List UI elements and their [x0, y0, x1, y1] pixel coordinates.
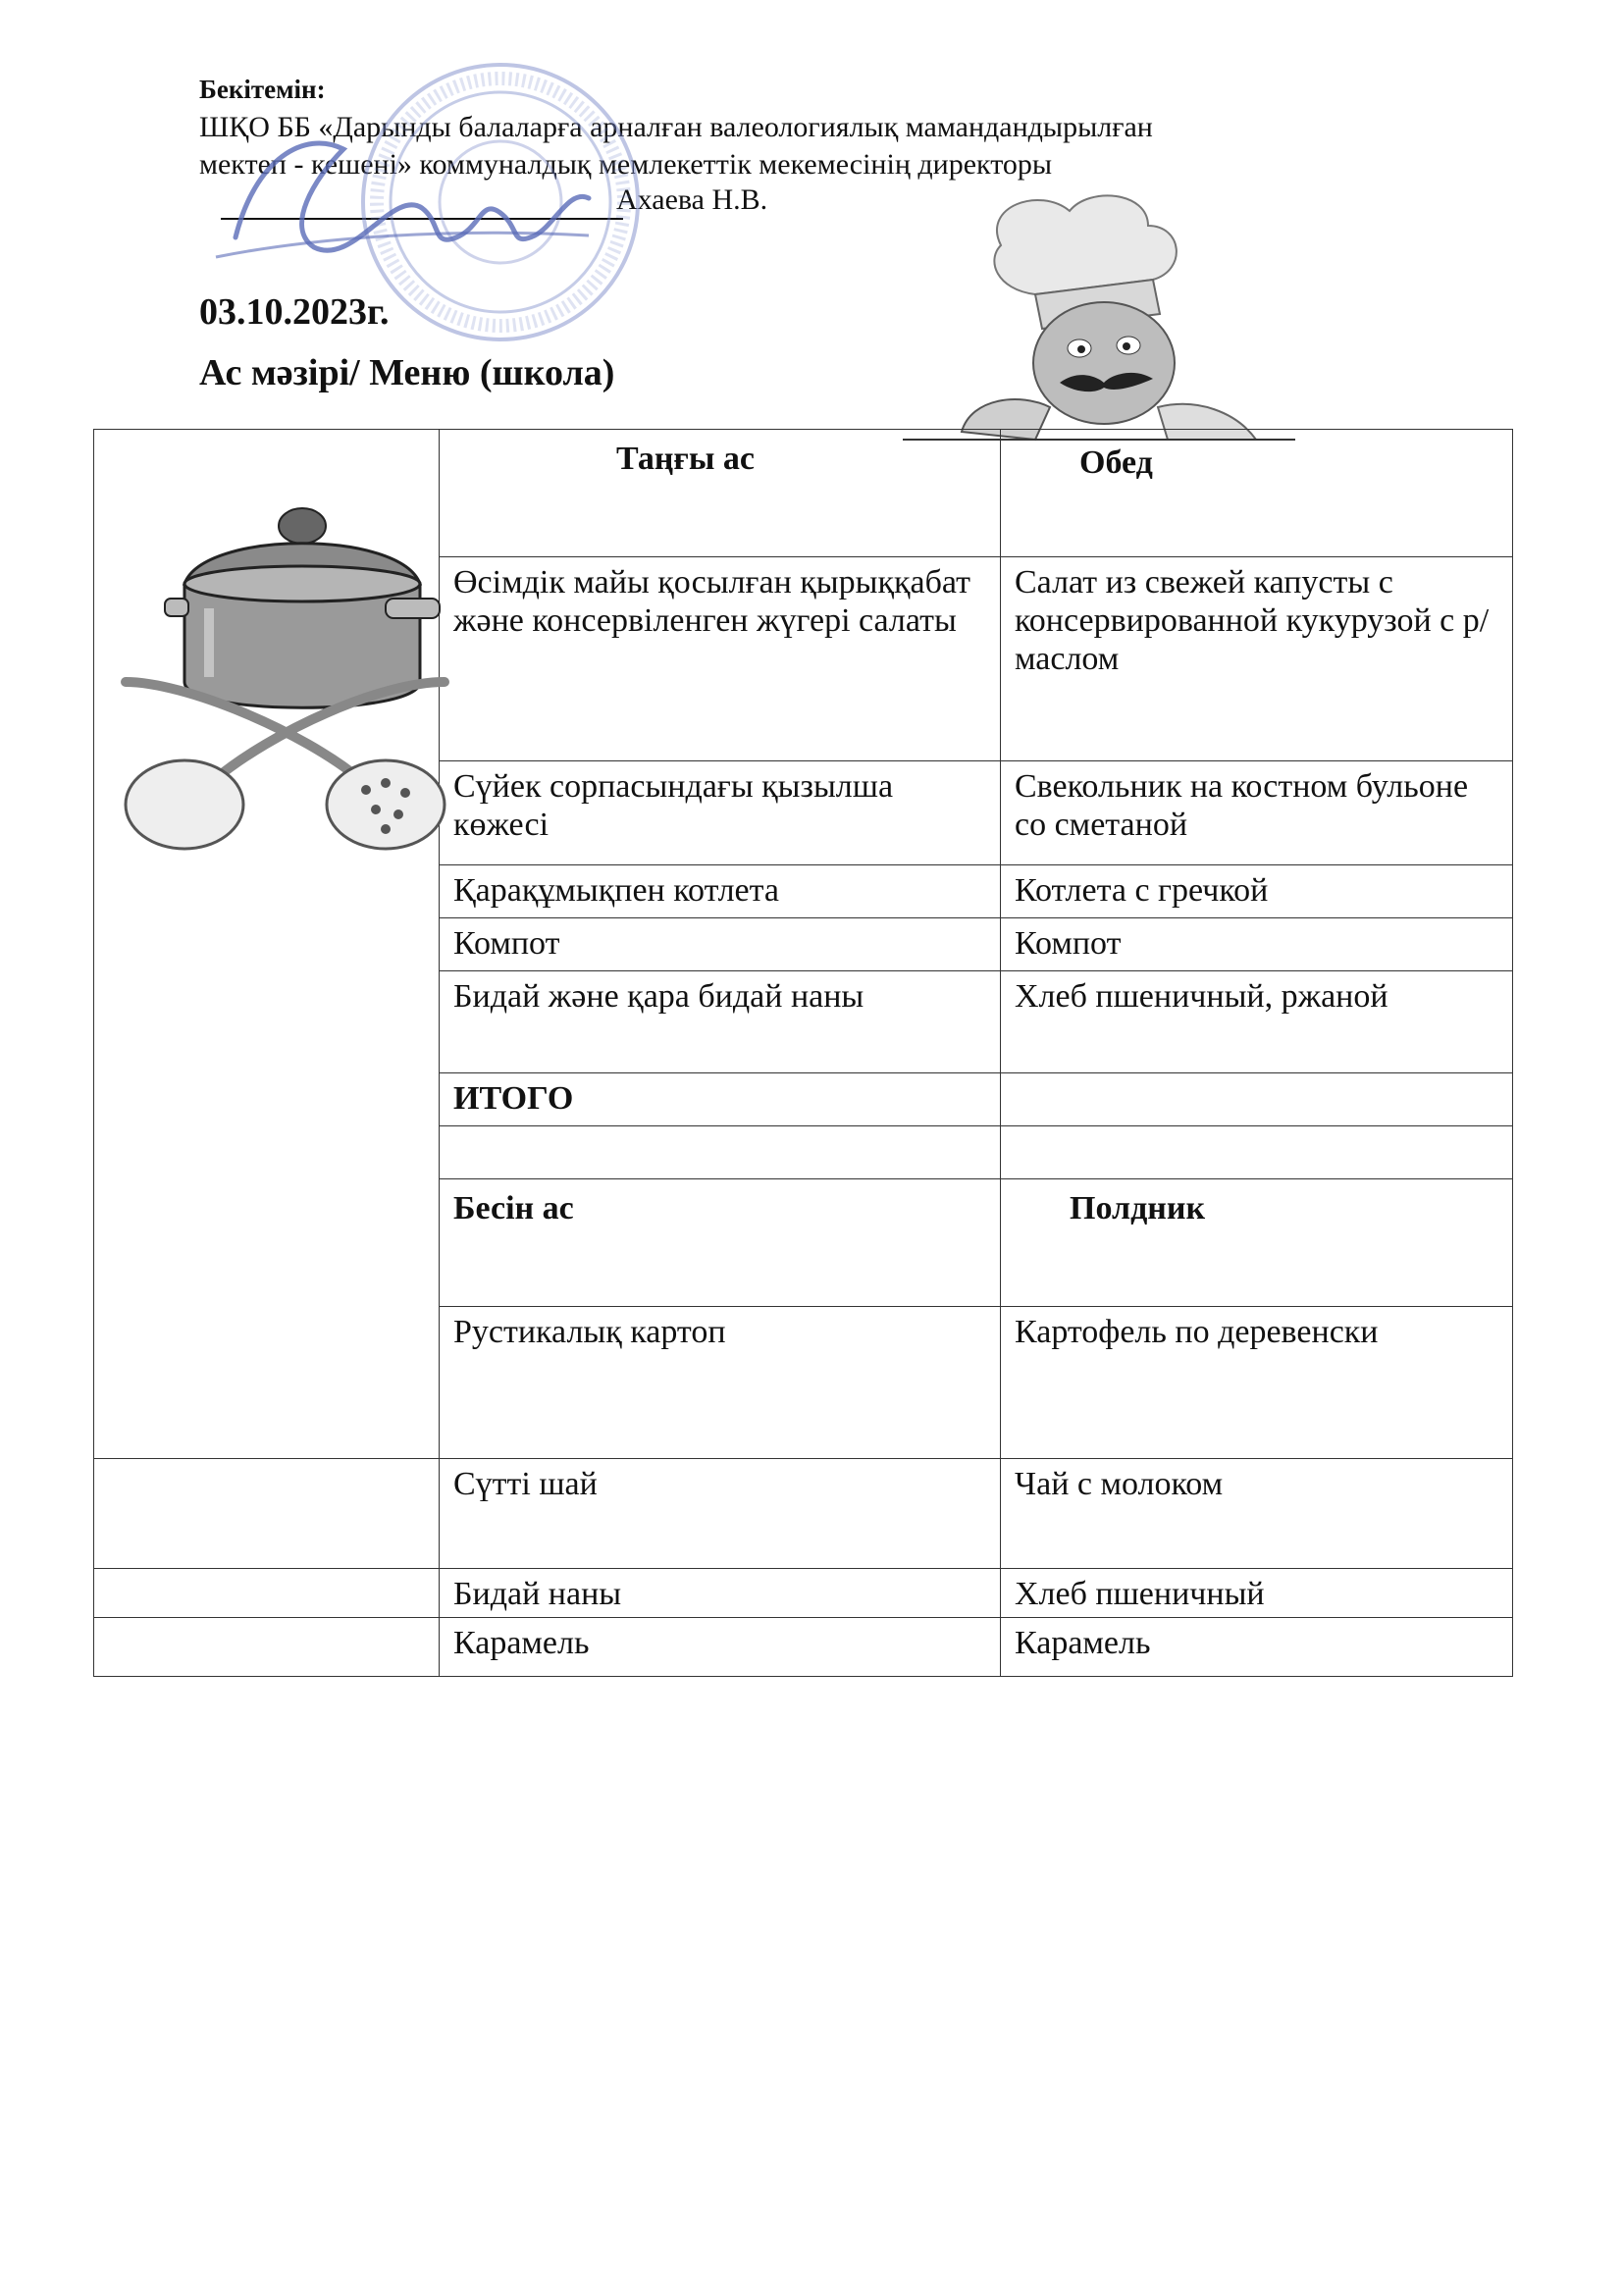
- breakfast-header-ru: Обед: [1001, 430, 1513, 557]
- table-row: [94, 1569, 1513, 1618]
- dish-kz: Өсімдік майы қосылған қырыққабат және консервіленген жүгері салаты: [440, 557, 1001, 761]
- menu-title: Ас мәзірі/ Меню (школа): [199, 352, 615, 393]
- table-row: [94, 1618, 1513, 1677]
- dish-kz: Қарақұмықпен котлета: [440, 865, 1001, 918]
- total-value: [1001, 1073, 1513, 1126]
- dish-ru: Чай с молоком: [1001, 1459, 1513, 1569]
- dish-ru: Салат из свежей капусты с консервированной кукурузой с р/маслом: [1001, 557, 1513, 761]
- snack-header-ru: Полдник: [1001, 1179, 1513, 1307]
- dish-kz: Сүйек сорпасындағы қызылша көжесі: [440, 761, 1001, 865]
- director-signature: [196, 120, 608, 287]
- empty-cell: [94, 1459, 440, 1569]
- dish-ru: Хлеб пшеничный: [1001, 1569, 1513, 1618]
- table-row: [94, 1459, 1513, 1569]
- dish-kz: Бидай және қара бидай наны: [440, 971, 1001, 1073]
- dish-kz: Рустикалық картоп: [440, 1307, 1001, 1459]
- menu-date: 03.10.2023г.: [199, 291, 390, 333]
- empty-cell: [94, 1618, 440, 1677]
- dish-kz: Компот: [440, 918, 1001, 971]
- dish-kz: Карамель: [440, 1618, 1001, 1677]
- dish-ru: Хлеб пшеничный, ржаной: [1001, 971, 1513, 1073]
- director-name: Ахаева Н.В.: [616, 183, 768, 216]
- dish-ru: Свекольник на костном бульоне со сметаной: [1001, 761, 1513, 865]
- dish-ru: Компот: [1001, 918, 1513, 971]
- empty-cell: [1001, 1126, 1513, 1179]
- empty-cell: [440, 1126, 1001, 1179]
- snack-header-kz: Бесін ас: [440, 1179, 1001, 1307]
- total-label: ИТОГО: [440, 1073, 1001, 1126]
- dish-kz: Сүтті шай: [440, 1459, 1001, 1569]
- dish-ru: Карамель: [1001, 1618, 1513, 1677]
- dish-ru: Картофель по деревенски: [1001, 1307, 1513, 1459]
- dish-kz: Бидай наны: [440, 1569, 1001, 1618]
- approval-org-line-2: мектеп - кешені» коммуналдық мемлекеттік мекемесінің директоры: [199, 148, 1053, 181]
- dish-ru: Котлета с гречкой: [1001, 865, 1513, 918]
- empty-cell: [94, 1569, 440, 1618]
- chef-mascot-illustration: [903, 186, 1295, 442]
- approval-title: Бекітемін:: [199, 75, 326, 104]
- breakfast-header-kz: Таңғы ас: [440, 430, 1001, 557]
- approval-org-line-1: ШҚО ББ «Дарынды балаларға арналған валеологиялық мамандандырылған: [199, 111, 1153, 143]
- cooking-pot-illustration: [106, 471, 459, 863]
